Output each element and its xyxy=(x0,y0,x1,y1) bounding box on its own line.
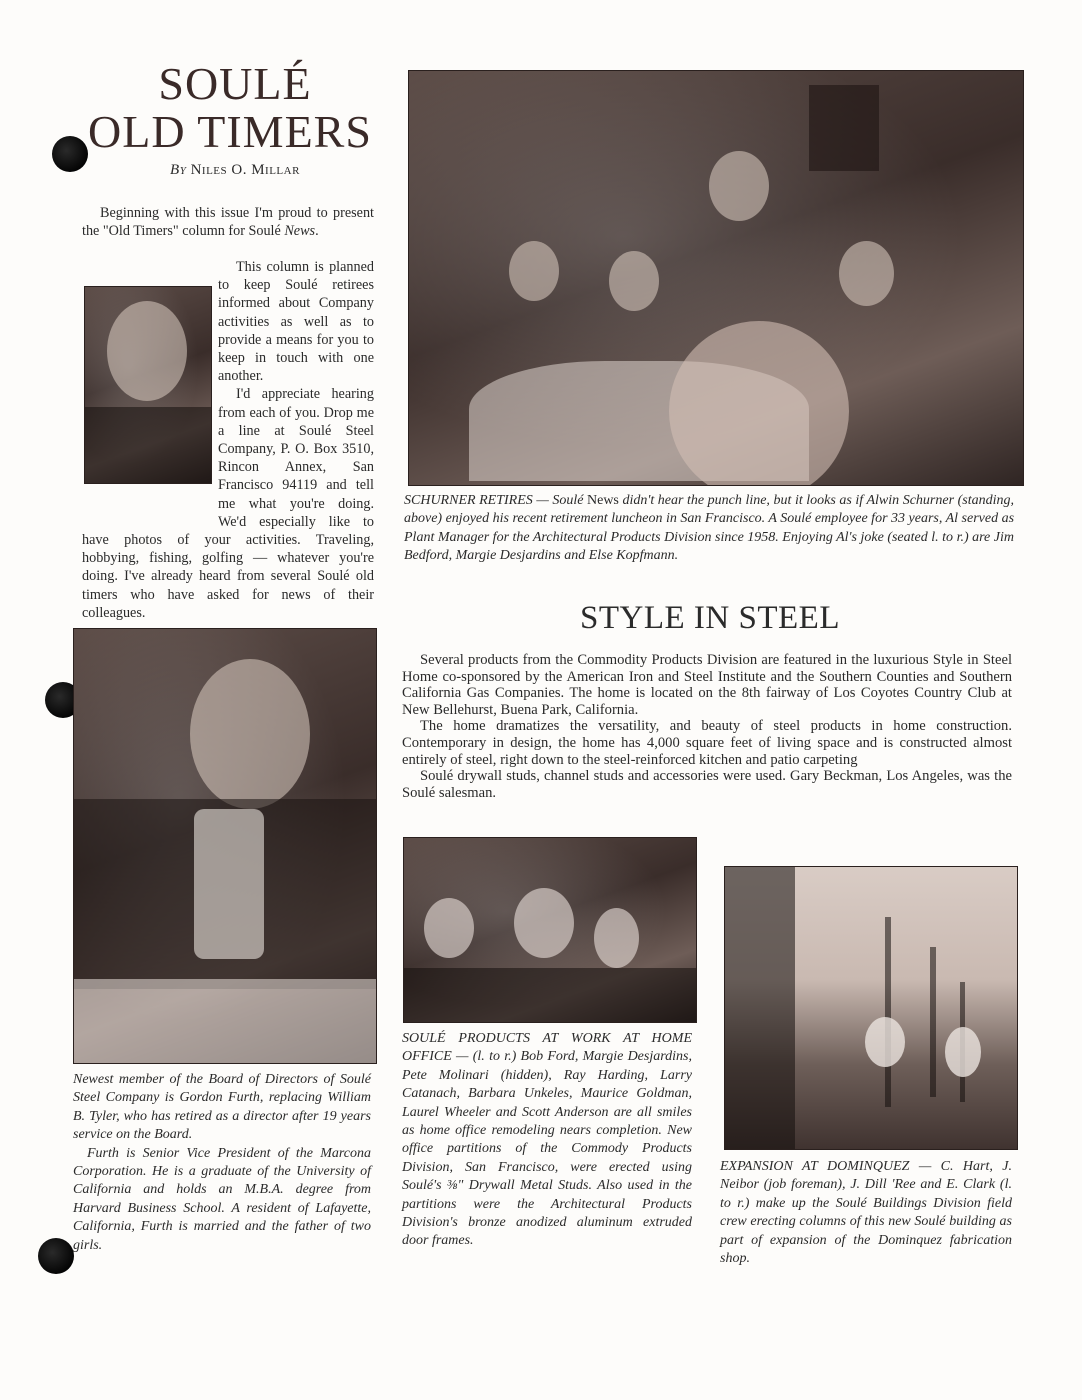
byline-prefix: By xyxy=(170,162,187,178)
article-paragraph-2: The home dramatizes the versatility, and beauty of steel products in home construction. Contemporary in design, the home has 4,000 square feet of living space and is constructed almost entirely of steel, right down to the steel-reinforced kitchen and patio carpeting xyxy=(402,718,1012,768)
old-timers-paragraph-2: This column is planned to keep Soulé retirees informed about Company activities as well as to provide a means for you to keep in touch with one another. xyxy=(218,259,374,385)
caption-furth-paragraph-2: Furth is Senior Vice President of the Marcona Corporation. He is a graduate of the University of California and holds an M.B.A. degree from Harvard Business School. A resident of Lafayette, California, Furth is married and the father of two girls. xyxy=(73,1145,371,1253)
byline xyxy=(120,162,350,179)
caption-furth-paragraph-1: Newest member of the Board of Directors of Soulé Steel Company is Gordon Furth, replacing William B. Tyler, who has retired as a director after 19 years service on the Board. xyxy=(73,1072,371,1143)
article-paragraph-3: Soulé drywall studs, channel studs and accessories were used. Gary Beckman, Los Angeles, was the Soulé salesman. xyxy=(402,768,1012,801)
old-timers-paragraph-3: I'd appreciate hearing from each of you. Drop me a line at Soulé Steel Company, P. O. Box 3510, Rincon Annex, San Francisco 94119 and tell me what you're doing. We'd especially like to have photos of your activities. Traveling, hobbying, fishing, golfing — whatever you're doing. I've already heard from several Soulé old timers who have asked for news of their colleagues. xyxy=(82,386,374,621)
article-paragraph-1: Several products from the Commodity Products Division are featured in the luxurious Style in Steel Home co-sponsored by the American Iron and Steel Institute and the Southern Counties and Southern California Gas Companies. The home is located on the 8th fairway of Los Coyotes Country Club at New Bellehurst, Buena Park, California. xyxy=(402,652,1012,718)
caption-gordon-furth xyxy=(73,1071,371,1255)
caption-dominquez-expansion: EXPANSION AT DOMINQUEZ — C. Hart, J. Neibor (job foreman), J. Dill 'Ree and E. Clark (l. to r.) make up the Soulé Buildings Division field crew erecting columns of this new Soulé building as part of expansion of the Dominquez fabrication shop. xyxy=(720,1159,1012,1267)
article-style-in-steel xyxy=(402,652,1012,801)
column-title-line2: OLD TIMERS xyxy=(88,106,372,157)
byline-author: Niles O. Millar xyxy=(190,162,300,178)
photo-home-office xyxy=(403,837,697,1023)
column-title-line1: SOULÉ xyxy=(158,58,312,109)
old-timers-body xyxy=(82,258,374,622)
caption-schurner-retires: SCHURNER RETIRES — Soulé News didn't hear the punch line, but it looks as if Alwin Schurner (standing, above) enjoyed his recent retirement luncheon in San Francisco. A Soulé employee for 33 years, Al served as Plant Manager for the Architectural Products Division since 1958. Enjoying Al's joke (seated l. to r.) are Jim Bedford, Margie Desjardins and Else Kopfmann. xyxy=(404,493,1015,564)
photo-dominquez-expansion xyxy=(724,866,1018,1150)
old-timers-paragraph-1: Beginning with this issue I'm proud to present the "Old Timers" column for Soulé News. xyxy=(82,205,374,240)
caption-soule-products: SOULÉ PRODUCTS AT WORK AT HOME OFFICE — (l. to r.) Bob Ford, Margie Desjardins, Pete Molinari (hidden), Ray Harding, Larry Catanach, Barbara Unkeles, Maurice Goldman, Laurel Wheeler and Scott Anderson are all smiles as home office remodeling nears completion. New office partitions of the Commody Products Division, San Francisco, were erected using Soulé's ⅜" Drywall Metal Studs. Also used in the partitions were the Architectural Products Division's bronze anodized aluminum extruded door frames. xyxy=(402,1031,692,1249)
photo-schurner-luncheon xyxy=(408,70,1024,486)
old-timers-intro xyxy=(82,204,374,240)
article-title-style-in-steel: STYLE IN STEEL xyxy=(580,600,840,636)
photo-gordon-furth xyxy=(73,628,377,1064)
punch-hole-bottom xyxy=(38,1238,74,1274)
